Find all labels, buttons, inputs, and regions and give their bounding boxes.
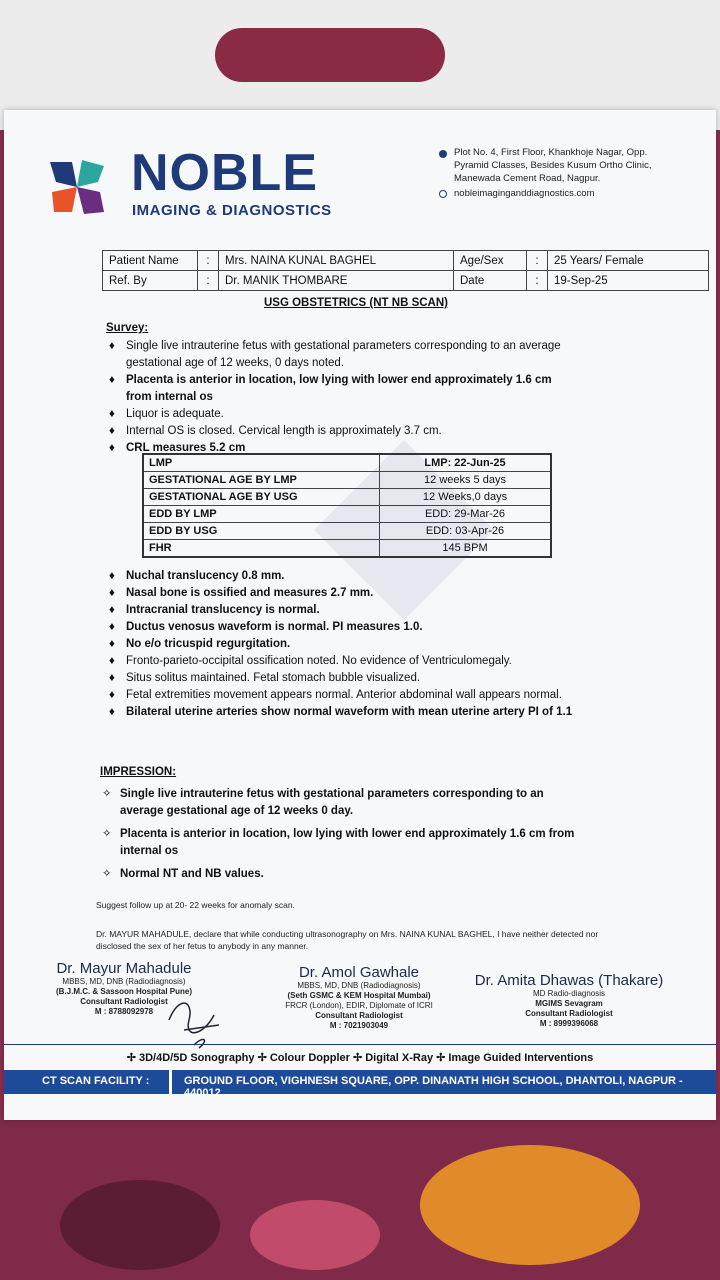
list-item: ♦ Liquor is adequate. bbox=[109, 408, 224, 420]
age-sex-value: 25 Years/ Female bbox=[548, 251, 709, 271]
report-title: USG OBSTETRICS (NT NB SCAN) bbox=[264, 297, 448, 309]
patient-name-label: Patient Name bbox=[103, 251, 198, 271]
fabric-flower bbox=[420, 1145, 640, 1265]
colon: : bbox=[527, 271, 548, 291]
list-item: ♦ Fronto-parieto-occipital ossification noted. No evidence of Ventriculomegaly. bbox=[109, 655, 512, 667]
list-item: ✧ Normal NT and NB values. bbox=[102, 868, 264, 880]
gestational-table bbox=[142, 453, 552, 558]
bag-handle-cutout bbox=[215, 28, 445, 82]
ct-scan-bar bbox=[4, 1070, 716, 1099]
ct-scan-address: GROUND FLOOR, VIGHNESH SQUARE, OPP. DINANATH HIGH SCHOOL, DHANTOLI, NAGPUR - 440012 bbox=[184, 1075, 683, 1099]
table-row: LMP LMP: 22-Jun-25 bbox=[143, 454, 551, 472]
list-item: ♦ CRL measures 5.2 cm bbox=[109, 442, 246, 454]
age-sex-label: Age/Sex bbox=[454, 251, 527, 271]
list-item: ♦ Intracranial translucency is normal. bbox=[109, 604, 320, 616]
services-strip: ✢ 3D/4D/5D Sonography ✢ Colour Doppler ✢ Digital X-Ray ✢ Image Guided Interventions bbox=[4, 1044, 716, 1064]
follow-up-note: Suggest follow up at 20- 22 weeks for anomaly scan. bbox=[96, 900, 295, 910]
list-item: ✧ Single live intrauterine fetus with gestational parameters corresponding to an average gestational age of 12 weeks 0 day. bbox=[102, 788, 544, 817]
brand-name: NOBLE bbox=[131, 144, 318, 202]
list-item: ♦ Internal OS is closed. Cervical length is approximately 3.7 cm. bbox=[109, 425, 442, 437]
date-label: Date bbox=[454, 271, 527, 291]
list-item: ♦ Nuchal translucency 0.8 mm. bbox=[109, 570, 285, 582]
list-item: ♦ Placenta is anterior in location, low lying with lower end approximately 1.6 cm from internal os bbox=[109, 374, 552, 403]
survey-heading: Survey: bbox=[106, 322, 149, 334]
report-sheet bbox=[4, 110, 716, 1120]
table-row: EDD BY USG EDD: 03-Apr-26 bbox=[143, 523, 551, 540]
patient-name-value: Mrs. NAINA KUNAL BAGHEL bbox=[219, 251, 454, 271]
ref-by-label: Ref. By bbox=[103, 271, 198, 291]
table-row: GESTATIONAL AGE BY LMP 12 weeks 5 days bbox=[143, 472, 551, 489]
noble-logo-icon bbox=[42, 152, 112, 222]
list-item: ♦ Bilateral uterine arteries show normal waveform with mean uterine artery PI of 1.1 bbox=[109, 706, 573, 718]
list-item: ♦ Nasal bone is ossified and measures 2.7 mm. bbox=[109, 587, 374, 599]
signature bbox=[164, 990, 224, 1050]
ref-by-value: Dr. MANIK THOMBARE bbox=[219, 271, 454, 291]
globe-icon bbox=[439, 190, 447, 198]
declaration: Dr. MAYUR MAHADULE, declare that while conducting ultrasonography on Mrs. NAINA KUNAL BAGHEL, I have neither detected nor disclosed the sex of her fetus to anybody in any manner. bbox=[96, 929, 599, 951]
fabric-flower bbox=[250, 1200, 380, 1270]
doctor-1: Dr. Mayur Mahadule MBBS, MD, DNB (Radiodiagnosis) (B.J.M.C. & Sassoon Hospital Pune) Consultant Radiologist M : 8788092978 bbox=[55, 960, 192, 1016]
list-item: ♦ Ductus venosus waveform is normal. PI measures 1.0. bbox=[109, 621, 423, 633]
colon: : bbox=[527, 251, 548, 271]
location-pin-icon bbox=[439, 150, 447, 158]
doctor-3: Dr. Amita Dhawas (Thakare) MD Radio-diagnosis MGIMS Sevagram Consultant Radiologist M : 8999396068 bbox=[474, 972, 664, 1028]
list-item: ♦ Fetal extremities movement appears normal. Anterior abdominal wall appears normal. bbox=[109, 689, 562, 701]
list-item: ♦ Situs solitus maintained. Fetal stomach bubble visualized. bbox=[109, 672, 421, 684]
table-row: GESTATIONAL AGE BY USG 12 Weeks,0 days bbox=[143, 489, 551, 506]
brand-subtitle: IMAGING & DIAGNOSTICS bbox=[132, 202, 332, 219]
ct-scan-label: CT SCAN FACILITY : bbox=[42, 1075, 150, 1087]
clinic-website: nobleimaginganddiagnostics.com bbox=[454, 188, 595, 199]
patient-info-table bbox=[102, 250, 709, 291]
impression-list bbox=[100, 786, 590, 889]
fabric-flower bbox=[60, 1180, 220, 1270]
list-item: ♦ No e/o tricuspid regurgitation. bbox=[109, 638, 291, 650]
list-item: ✧ Placenta is anterior in location, low lying with lower end approximately 1.6 cm from internal os bbox=[102, 828, 575, 857]
colon: : bbox=[198, 271, 219, 291]
table-row: EDD BY LMP EDD: 29-Mar-26 bbox=[143, 506, 551, 523]
impression-heading: IMPRESSION: bbox=[100, 766, 177, 778]
clinic-address: Plot No. 4, First Floor, Khankhoje Nagar, Opp. Pyramid Classes, Besides Kusum Ortho Clinic, Manewada Cement Road, Nagpur. bbox=[454, 147, 652, 184]
colon: : bbox=[198, 251, 219, 271]
divider bbox=[169, 1070, 172, 1094]
doctor-2: Dr. Amol Gawhale MBBS, MD, DNB (Radiodiagnosis) (Seth GSMC & KEM Hospital Mumbai) FRCR (London), EDIR, Diplomate of ICRI Consultant Radiologist M : 7021903049 bbox=[285, 964, 433, 1030]
findings-list bbox=[106, 568, 626, 721]
table-row: FHR 145 BPM bbox=[143, 540, 551, 558]
survey-list bbox=[106, 338, 576, 457]
list-item: ♦ Single live intrauterine fetus with gestational parameters corresponding to an average gestational age of 12 weeks, 0 days noted. bbox=[109, 340, 561, 369]
date-value: 19-Sep-25 bbox=[548, 271, 709, 291]
